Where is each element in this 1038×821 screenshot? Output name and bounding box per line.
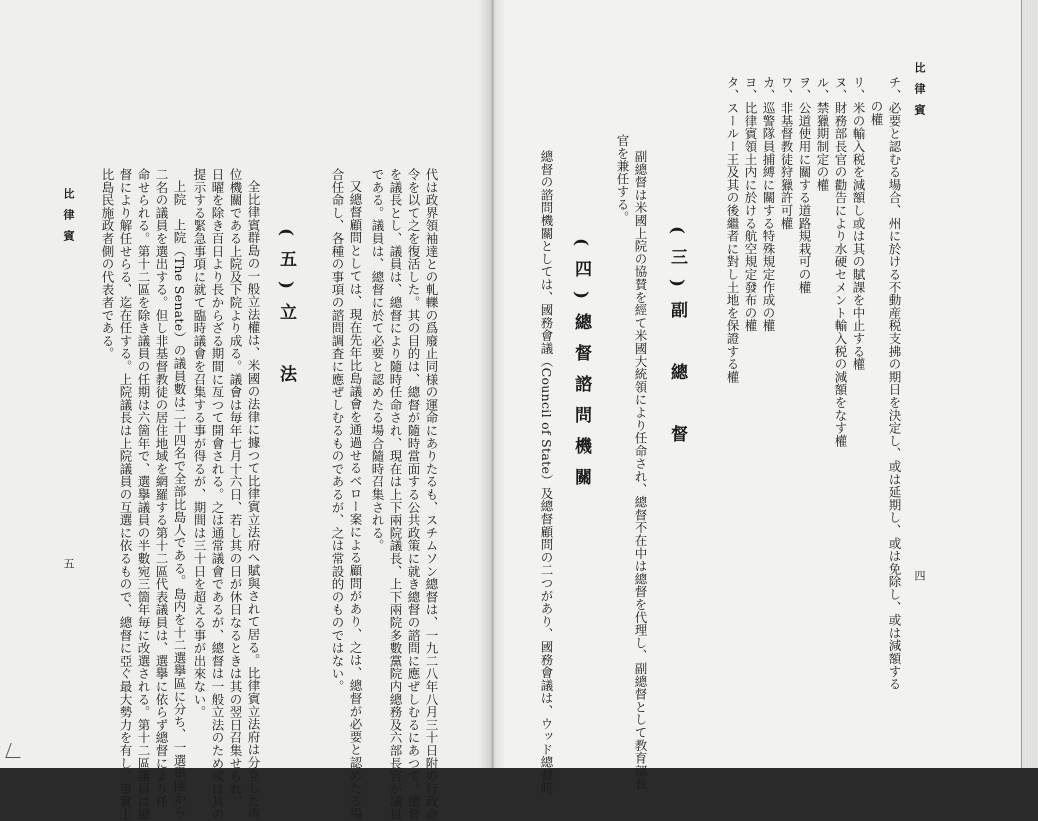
page-number: 四 xyxy=(913,570,926,581)
text-column: 總督の諮問機關としては、國務會議（Council of State）及總督顧問の二つがあり、國務會議は、ウッド總督時 xyxy=(539,150,554,795)
running-head: 比律賓 xyxy=(913,62,926,125)
book-gutter xyxy=(478,0,506,768)
list-item: タ、スールー王及其の後繼者に對し土地を保證する權 xyxy=(725,76,740,384)
text-column: 副總督は米國上院の協賛を經て米國大統領により任命され、總督不在中は總督を代理し、副總督として教育部長 xyxy=(633,150,648,790)
text-column: 官を兼任する。 xyxy=(615,134,630,224)
text-column: 令を以て之を復活した。其の目的は、總督が隨時當面する公共政策に就き總督の諮問に應ぜしむるにあつて、總督 xyxy=(406,168,421,821)
list-item: ワ、非基督教徒狩獵許可權 xyxy=(779,76,794,230)
text-column: 上院 上院（The Senate）の議員數は二十四名で全部比島人である。島内を十二選擧區に分ち、一選擧區から xyxy=(172,180,187,818)
text-column: 代は政界領袖達との軋轢の爲廢止同様の運命にありたるも、スチムソン總督は、一九二八年八月三十日附の行政命 xyxy=(424,168,439,821)
text-column: である。議員は、總督に於て必要と認めたる場合隨時召集される。 xyxy=(370,168,385,552)
list-item: カ、巡警隊員捕縛に關する特殊規定作成の權 xyxy=(761,76,776,332)
section3-heading: (三)副 總 督 xyxy=(667,226,687,457)
right-page xyxy=(493,0,1038,795)
left-page xyxy=(0,0,493,821)
list-item: リ、米の輸入税を減額し或は其の賦課を中止する權 xyxy=(851,76,866,371)
text-column: を議長とし、議員は、總督により隨時任命され、現在は上下兩院議長、上下兩院多數黨院内總務及六部長官が議員 xyxy=(388,168,403,821)
text-column: 二名の議員を選出する。但し非基督教徒の居住地域を網羅する第十二區代表議員は、選擧に依らず總督により任 xyxy=(154,168,169,808)
text-column: 又總督顧問としては、現在先年比島議會を通過せるベロー案による顧問があり、之は、總督が必要と認めたる場 xyxy=(348,180,363,820)
corner-mark xyxy=(5,743,25,758)
list-item: の權 xyxy=(869,100,884,126)
text-column: 比島民施政者側の代表者である。 xyxy=(100,168,115,360)
list-item: ヨ、比律賓領土内に於ける航空規定發布の權 xyxy=(743,76,758,332)
list-item: ヌ、財務部長官の勸告により水硬セメント輸入税の減額をなす權 xyxy=(833,76,848,448)
text-column: 命せられる。第十二區を除き議員の任期は六箇年で、選擧議員の半數宛三箇年毎に改選される。第十二區議員は總 xyxy=(136,168,151,821)
list-item: チ、必要と認むる場合、州に於ける不動産税支拂の期日を決定し、或は延期し、或は免除し、或は減額する xyxy=(887,76,902,691)
running-head: 比律賓 xyxy=(62,188,75,251)
text-column: 全比律賓群島の一般立法權は、米國の法律に據つて比律賓立法府へ賦與されて居る。比律賓立法府は分立した両 xyxy=(246,180,261,820)
page-edge xyxy=(1021,0,1038,768)
section5-heading: (五)立 法 xyxy=(276,228,296,397)
text-column: 日曜を除き百日より長からざる期間に亙つて開會される。之は通常議會であるが、總督は一般立法のため或は其の xyxy=(210,168,225,821)
text-column: 提示する緊急事項に就て臨時議會を召集する事が得るが、期間は三十日を超える事が出來ない。 xyxy=(192,168,207,719)
list-item: ヲ、公道使用に關する道路規栽可の權 xyxy=(797,76,812,294)
list-item: ル、禁獵期制定の權 xyxy=(815,76,830,192)
text-column: 督により解任せらる、迄在任する。上院議長は上院議員の互選に依るもので、總督に亞ぐ最大勢力を有し、事實上 xyxy=(118,168,133,821)
text-column: 位機關である上院及下院より成る。議會は毎年七月十六日、若し其の日が休日なるときは其の翌日召集せられ、 xyxy=(228,168,243,808)
section4-heading: (四)總督諮問機關 xyxy=(571,238,591,500)
page-number: 五 xyxy=(62,558,75,569)
text-column: 合任命し、各種の事項の諮問調査に應ぜしむるものであるが、之は常設的のものではない。 xyxy=(330,168,345,693)
